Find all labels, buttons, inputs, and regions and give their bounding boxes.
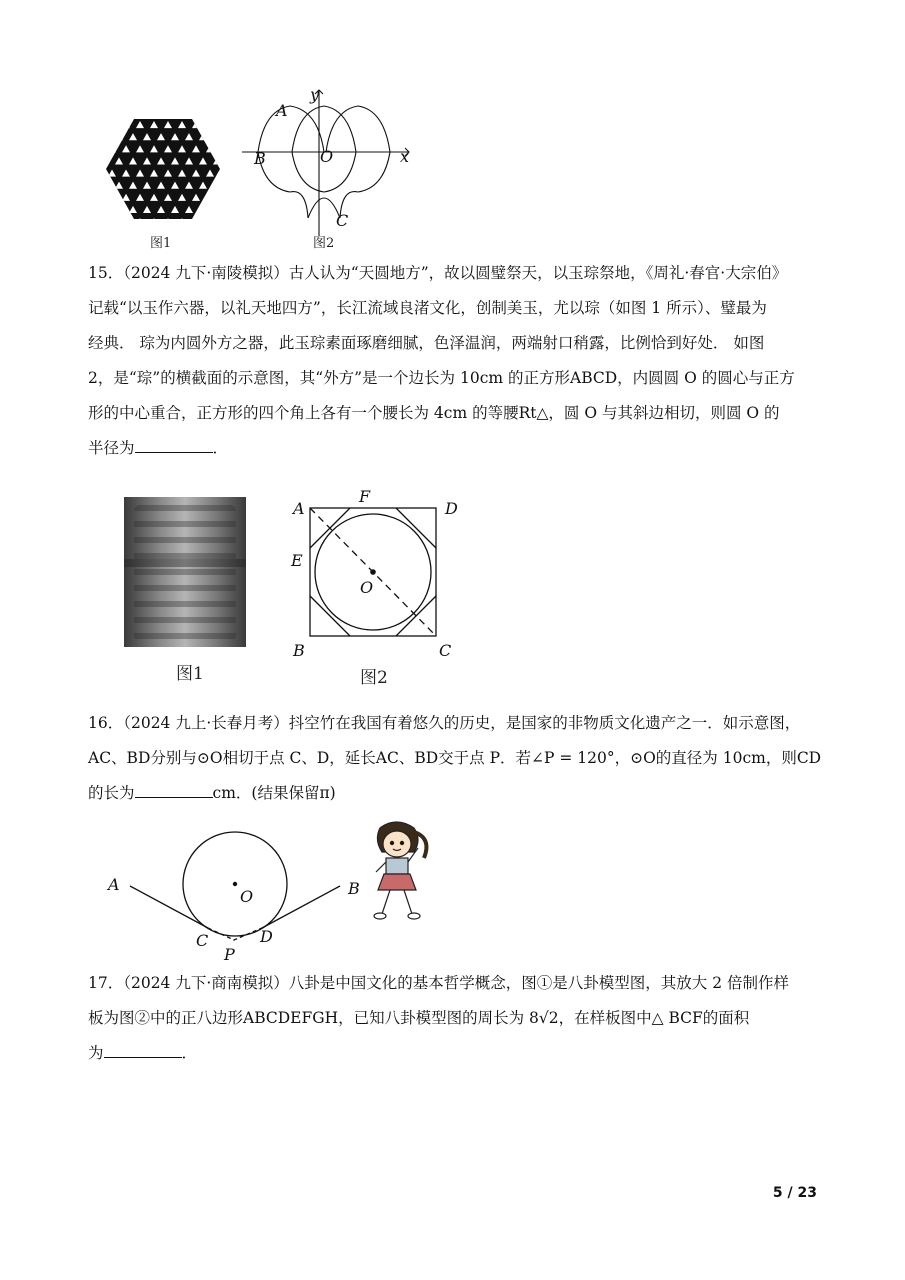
- hexagon-pattern-hole: [105, 133, 109, 140]
- hexagon-pattern-hole: [108, 145, 116, 152]
- top-fig2-point-a: A: [276, 101, 288, 120]
- hexagon-pattern-hole: [108, 218, 116, 220]
- top-fig2-point-c: C: [336, 211, 349, 230]
- hexagon-pattern-hole: [206, 218, 214, 220]
- q17-line-2: 板为图②中的正八边形ABCDEFGH，已知八卦模型图的周长为 8√2，在样板图中△ BCF的面积: [88, 1009, 750, 1027]
- hexagon-pattern-hole: [220, 169, 221, 176]
- top-fig2-axis-x: x: [400, 147, 410, 166]
- q16-fig-point-d: D: [260, 927, 273, 946]
- hexagon-pattern-hole: [220, 145, 221, 152]
- q16-fig-diabolo: [100, 826, 370, 966]
- q16-fig-point-c: C: [196, 931, 209, 950]
- q16-fig-point-p: P: [224, 945, 235, 964]
- top-fig2-point-b: B: [254, 149, 266, 168]
- hexagon-pattern-hole: [220, 194, 221, 201]
- top-fig2-axis-y: y: [310, 88, 320, 104]
- q15-fig2-point-a: A: [293, 499, 305, 518]
- question-16: [88, 706, 828, 811]
- hexagon-pattern-hole: [105, 182, 109, 189]
- hexagon-pattern-hole: [105, 206, 109, 213]
- q17-answer-blank[interactable]: [104, 1039, 182, 1058]
- q16-line-3a: 的长为: [88, 784, 135, 802]
- q16-line-1: 16．（2024 九上·长春月考）抖空竹在我国有着悠久的历史，是国家的非物质文化遗产之一．如示意图，: [88, 714, 801, 732]
- q16-line-2: AC、BD分别与⊙O相切于点 C、D，延长AC、BD交于点 P．若∠P = 120°，⊙O的直径为 10cm，则CD: [88, 749, 822, 767]
- q15-fig2-point-b: B: [293, 641, 305, 660]
- q15-line-4: 2，是“琮”的横截面的示意图，其“外方”是一个边长为 10cm 的正方形ABCD，内圆圆 O 的圆心与正方: [88, 369, 795, 387]
- q17-line-1: 17．（2024 九下·商南模拟）八卦是中国文化的基本哲学概念，图①是八卦模型图，其放大 2 倍制作样: [88, 974, 789, 992]
- hexagon-pattern-hole: [220, 121, 221, 128]
- q15-fig2-point-f: F: [359, 488, 371, 506]
- hexagon-pattern-hole: [206, 194, 214, 201]
- hexagon-pattern-hole: [206, 121, 214, 128]
- top-fig2-caption: 图2: [313, 236, 335, 251]
- question-15: 15．（2024 九下·南陵模拟）古人认为“天圆地方”，故以圆璧祭天，以玉琮祭地，《周礼·春官·大宗伯》 记载“以玉作六器，以礼天地四方”，长江流域良渚文化，创制美玉，尤以琮（如图 1 所示）、璧最为 经典． 琮为内圆外方之器，此玉琮素面琢磨细腻，色泽温润，两端射口稍露，比例恰到好处． 如图 2，是“琮”的横截面的示意图，其“外方”是一个边长为 10cm 的正方形ABCD，内圆圆 O 的圆心与正方 形的中心重合，正方形的四个角上各有一个腰长为 4cm 的等腰Rt△，圆 O 与其斜边相切，则圆 O 的 半径为 ．: [88, 256, 828, 466]
- q15-line-1: 15．（2024 九下·南陵模拟）古人认为“天圆地方”，故以圆璧祭天，以玉琮祭地，《周礼·春官·大宗伯》: [88, 264, 788, 282]
- hexagon-pattern-hole: [108, 121, 116, 128]
- q15-fig1-jade-cong-photo: [124, 497, 246, 647]
- top-fig1-caption: 图1: [150, 236, 172, 251]
- hexagon-pattern-hole: [108, 194, 116, 201]
- q15-fig2-caption: 图2: [360, 668, 388, 688]
- q15-line-6: 半径为: [88, 439, 135, 457]
- hexagon-pattern-hole: [122, 121, 130, 128]
- hexagon-pattern-hole: [115, 133, 123, 140]
- q15-fig2-point-o: O: [360, 578, 374, 597]
- hexagon-pattern-hole: [213, 206, 221, 213]
- q17-line-3a: 为: [88, 1044, 104, 1062]
- hexagon-pattern-hole: [192, 218, 200, 220]
- q15-line-2: 记载“以玉作六器，以礼天地四方”，长江流域良渚文化，创制美玉，尤以琮（如图 1 所示）、璧最为: [88, 299, 767, 317]
- hexagon-pattern-hole: [115, 206, 123, 213]
- hexagon-pattern-hole: [199, 206, 207, 213]
- hexagon-pattern-hole: [213, 182, 221, 189]
- question-17: 17．（2024 九下·商南模拟）八卦是中国文化的基本哲学概念，图①是八卦模型图，其放大 2 倍制作样 板为图②中的正八边形ABCDEFGH，已知八卦模型图的周长为 8√2，在样板图中△ BCF的面积 为 ．: [88, 966, 828, 1071]
- q16-line-3b: cm．(结果保留π): [212, 784, 336, 802]
- top-fig1-hexagon-pattern: [105, 118, 221, 220]
- q16-answer-blank[interactable]: [135, 779, 213, 798]
- top-fig2-arc-diagram: [240, 88, 420, 238]
- q16-fig-point-b: B: [348, 879, 360, 898]
- q15-fig2-square-circle: [285, 488, 465, 663]
- hexagon-pattern-hole: [122, 218, 130, 220]
- q15-fig2-point-e: E: [291, 551, 303, 570]
- q15-fig2-point-d: D: [445, 499, 458, 518]
- q15-fig2-point-c: C: [439, 641, 452, 660]
- hexagon-pattern-hole: [220, 218, 221, 220]
- q15-line-5: 形的中心重合，正方形的四个角上各有一个腰长为 4cm 的等腰Rt△，圆 O 与其斜边相切，则圆 O 的: [88, 404, 780, 422]
- hexagon-pattern-hole: [213, 133, 221, 140]
- q15-answer-blank[interactable]: [135, 434, 213, 453]
- top-fig2-point-o: O: [320, 147, 334, 166]
- page-number: 5 / 23: [772, 1185, 817, 1201]
- q16-fig-point-a: A: [108, 875, 120, 894]
- q15-line-3: 经典． 琮为内圆外方之器，此玉琮素面琢磨细腻，色泽温润，两端射口稍露，比例恰到好处． 如图: [88, 334, 765, 352]
- q16-fig-point-o: O: [240, 887, 254, 906]
- q15-fig1-caption: 图1: [176, 664, 204, 684]
- hexagon-pattern-hole: [105, 157, 109, 164]
- q16-girl-illustration: [360, 818, 440, 928]
